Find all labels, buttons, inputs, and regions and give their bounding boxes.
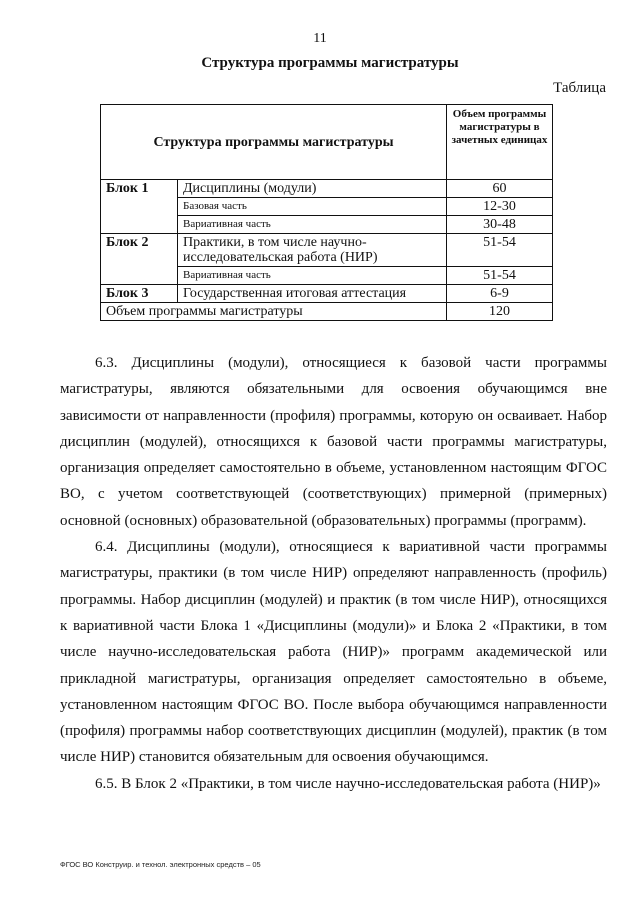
table-row [101, 180, 553, 198]
block2-label: Блок 2 [101, 234, 178, 285]
table-row [101, 285, 553, 303]
program-structure-table [100, 104, 553, 321]
header-volume: Объем программы магистратуры в зачетных единицах [447, 105, 553, 180]
block1-base: Базовая часть [178, 198, 447, 216]
block2-var: Вариативная часть [178, 267, 447, 285]
block2-name: Практики, в том числе научно-исследовательская работа (НИР) [178, 234, 447, 267]
table-total-row [101, 303, 553, 321]
paragraph-6-3: 6.3. Дисциплины (модули), относящиеся к базовой части программы магистратуры, являются обязательными для освоения обучающимся вне зависимости от направленности (профиля) программы, которую он осваивает. Набор дисциплин (модулей), относящихся к базовой части программы магистратуры, организация определяет самостоятельно в объеме, установленном настоящим ФГОС ВО, с учетом соответствующей (соответствующих) примерной (примерных) основной (основных) образовательной (образовательных) программы (программ). [60, 355, 607, 529]
block1-name: Дисциплины (модули) [178, 180, 447, 198]
table-row [101, 234, 553, 267]
paragraph-6-4: 6.4. Дисциплины (модули), относящиеся к вариативной части программы магистратуры, практики (в том числе НИР) определяют направленность (профиль) программы. Набор дисциплин (модулей) и практик (в том числе НИР), относящихся к вариативной части Блока 1 «Дисциплины (модули)» и Блока 2 «Практики, в том числе научно-исследовательская работа (НИР)» программ академической или прикладной магистратуры, организация определяет самостоятельно в объеме, установленном настоящим ФГОС ВО. После выбора обучающимся направленности (профиля) программы набор соответствующих дисциплин (модулей), практик (в том числе НИР) становится обязательным для освоения обучающимся. [60, 539, 607, 766]
block3-name: Государственная итоговая аттестация [178, 285, 447, 303]
header-structure: Структура программы магистратуры [101, 105, 447, 180]
page-number: 11 [313, 31, 327, 46]
total-value: 120 [447, 303, 553, 321]
block1-var: Вариативная часть [178, 216, 447, 234]
paragraph-6-5: 6.5. В Блок 2 «Практики, в том числе научно-исследовательская работа (НИР)» [95, 775, 601, 792]
block3-label: Блок 3 [101, 285, 178, 303]
total-label: Объем программы магистратуры [101, 303, 447, 321]
block3-value: 6-9 [447, 285, 553, 303]
block1-label: Блок 1 [101, 180, 178, 234]
block1-value: 60 [447, 180, 553, 198]
block2-var-value: 51-54 [447, 267, 553, 285]
block1-var-value: 30-48 [447, 216, 553, 234]
table-caption: Таблица [553, 80, 606, 96]
page-title: Структура программы магистратуры [201, 55, 459, 71]
body-text [60, 350, 607, 797]
block1-base-value: 12-30 [447, 198, 553, 216]
page-footer: ФГОС ВО Конструир. и технол. электронных средств – 05 [60, 860, 261, 869]
block2-value: 51-54 [447, 234, 553, 267]
table-header-row [101, 105, 553, 180]
